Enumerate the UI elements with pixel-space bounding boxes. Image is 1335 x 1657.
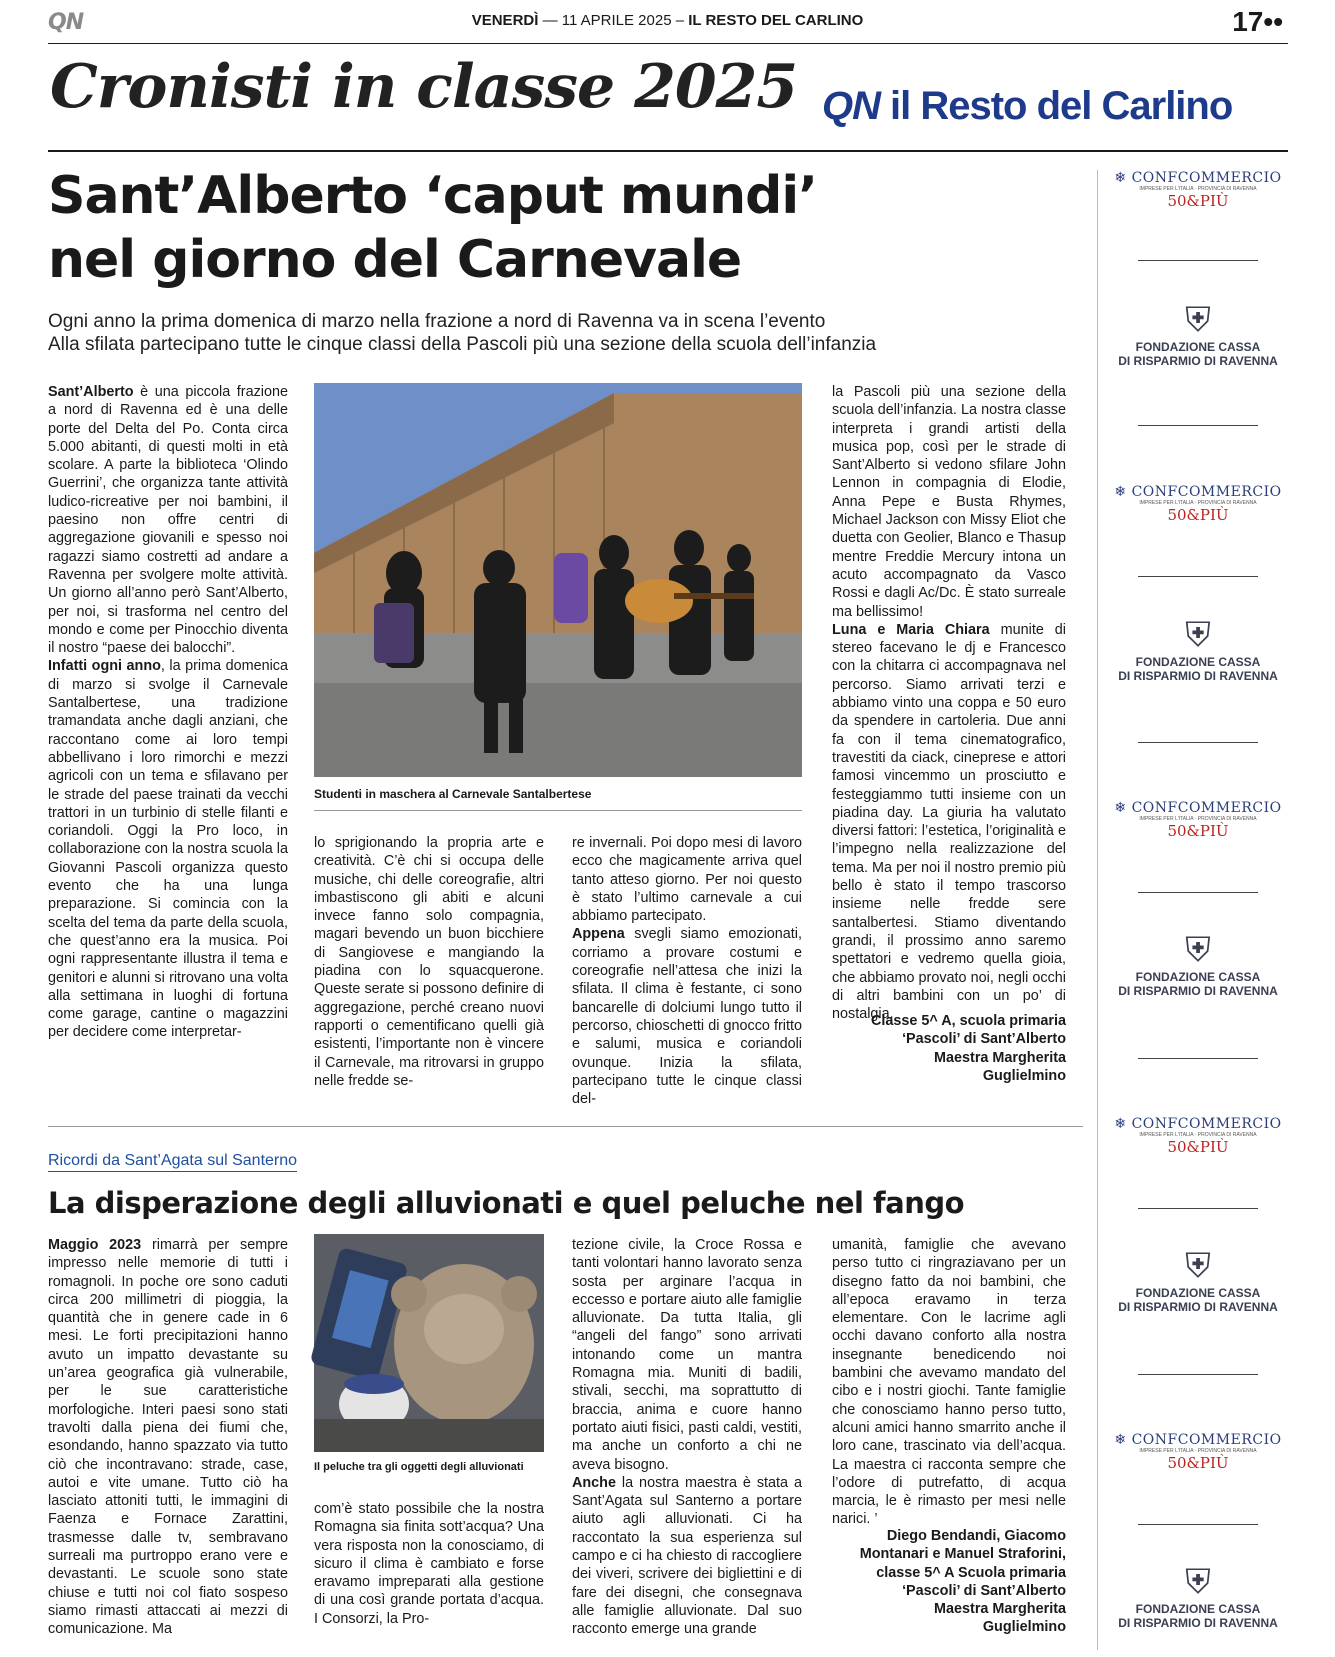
dateline: VENERDÌ — 11 APRILE 2025 – IL RESTO DEL CARLINO [471, 12, 864, 29]
brand-name: il Resto del Carlino [890, 84, 1233, 128]
article2-signature: Diego Bendandi, Giacomo Montanari e Manuel Straforini, classe 5^ A Scuola primaria ‘Pascoli’ di Sant’Alberto Maestra Margherita Guglielmino [859, 1528, 1066, 1636]
sidebar-divider [1097, 170, 1098, 1650]
page-number: 17•• [1232, 6, 1283, 37]
confcommercio-emblem-icon: ❄ [1114, 800, 1127, 816]
fondazione-ad: ⛨ FONDAZIONE CASSA DI RISPARMIO DI RAVENNA [1110, 615, 1286, 683]
top-rule [48, 43, 1288, 44]
ad-separator [1138, 1058, 1258, 1059]
peluche-photo-caption: Il peluche tra gli oggetti degli alluvionati [314, 1461, 524, 1473]
confcommercio-emblem-icon: ❄ [1114, 1432, 1127, 1448]
brand-qn-logo: QN [822, 84, 880, 128]
fondazione-ad: ⛨ FONDAZIONE CASSA DI RISPARMIO DI RAVENNA [1110, 1562, 1286, 1630]
carnival-photo [314, 383, 802, 777]
article1-signature: Classe 5^ A, scuola primaria ‘Pascoli’ di Sant’Alberto Maestra Margherita Guglielmino [870, 1013, 1066, 1084]
article2-headline: La disperazione degli alluvionati e quel peluche nel fango [48, 1186, 965, 1220]
article1-column-3: re invernali. Poi dopo mesi di lavoro ecco che magicamente arriva quel tanto atteso giorno. Per noi questo è stato l’ultimo carnevale a cui abbiamo partecipato. Appena svegli siamo emozionati, corriamo a provare costumi e coreografie nell’attesa che inizi la sfilata. Il clima è festante, ci sono bancarelle di dolciumi lungo tutto il percorso, chioschetti di gnocco fritto e salumi, musica e coriandoli ovunque. Inizia la sfilata, partecipano tutte le cinque classi del- [572, 835, 802, 1108]
article1-headline: Sant’Alberto ‘caput mundi’ nel giorno del Carnevale [48, 166, 817, 290]
ad-separator [1138, 742, 1258, 743]
fondazione-crest-icon: ⛨ [1185, 616, 1211, 654]
qn-mini-logo: QN [48, 10, 84, 35]
banner-title: Cronisti in classe 2025 [50, 52, 798, 122]
confcommercio-ad: ❄ CONFCOMMERCIO IMPRESE PER L'ITALIA · PROVINCIA DI RAVENNA 50&PIÙ [1114, 1432, 1282, 1472]
article2-column-2: com’è stato possibile che la nostra Romagna sia finita sott’acqua? Una vera risposta non la conosciamo, di sicuro il clima è cambiato e forse eravamo impreparati alla gestione di una così grande portata d’acqua. I Consorzi, la Pro- [314, 1501, 544, 1627]
confcommercio-emblem-icon: ❄ [1114, 484, 1127, 500]
dateline-date: 11 APRILE 2025 [561, 12, 672, 29]
fondazione-crest-icon: ⛨ [1185, 1563, 1211, 1601]
article1-column-1: Sant’Alberto è una piccola frazione a nord di Ravenna ed è una delle porte del Delta del Po. Conta circa 5.000 abitanti, di questi molti in età scolare. A parte la biblioteca ‘Olindo Guerrini’, che organizza tante attività ludico-ricreative per noi bambini, il paesino non offre centri di aggregazione giovanili e spesso noi ragazzi siamo costretti ad andare a Ravenna per svolgere molte attività. Un giorno all’anno però Sant’Alberto, per noi, si trasforma nel centro del mondo e come per Pinocchio diventa il nostro “paese dei balocchi”. Infatti ogni anno, la prima domenica di marzo si svolge il Carnevale Santalbertese, una tradizione tramandata anche dagli anziani, che raccontano come ai loro tempi abbellivano i loro rimorchi e mezzi agricoli con un tema e sfilavano per le strade del paese trainati da vecchi trattori in un turbinio di stelle filanti e coriandoli. Oggi la Pro loco, in collaborazione con la nostra scuola la Giovanni Pascoli organizza questo evento che ha una lunga preparazione. Si comincia con la scelta del tema da parte della scuola, che quest’anno era la musica. Poi ogni rappresentante illustra il tema e genitori e alunni si ritrovano una volta alla settimana in luoghi di fortuna come garage, cantine o magazzini per decidere come interpretar- [48, 384, 288, 1041]
banner-rule [48, 150, 1288, 152]
article1-subhead: Ogni anno la prima domenica di marzo nella frazione a nord di Ravenna va in scena l’evento Alla sfilata partecipano tutte le cinque classi della Pascoli più una sezione della scuola dell’infanzia [48, 311, 877, 355]
article2-column-1: Maggio 2023 rimarrà per sempre impresso nelle memorie di tutti i romagnoli. In poche ore sono caduti circa 200 millimetri di pioggia, la quantità che in genere cade in 6 mesi. Le forti precipitazioni hanno avuto un impatto devastante su un’area geografica già vulnerabile, per le sue caratteristiche morfologiche. Interi paesi sono stati travolti dalla piena dei fiumi che, esondando, hanno spazzato via tutto ciò che incontravano: strade, case, autoi e vite umane. Tutto ciò ha lasciato attoniti tutti, le immagini di Faenza e Fornace Zarattini, trasmesse dalle tv, sembravano surreali ma purtroppo erano vere e devastanti. Le scuole sono state chiuse e tutti noi col fiato sospeso siamo rimasti attaccati ai mezzi di comunicazione. Ma [48, 1237, 288, 1638]
confcommercio-ad: ❄ CONFCOMMERCIO IMPRESE PER L'ITALIA · PROVINCIA DI RAVENNA 50&PIÙ [1114, 800, 1282, 840]
fondazione-crest-icon: ⛨ [1185, 301, 1211, 339]
fondazione-crest-icon: ⛨ [1185, 931, 1211, 969]
ad-separator [1138, 425, 1258, 426]
fondazione-ad: ⛨ FONDAZIONE CASSA DI RISPARMIO DI RAVENNA [1110, 300, 1286, 368]
confcommercio-ad: ❄ CONFCOMMERCIO IMPRESE PER L'ITALIA · PROVINCIA DI RAVENNA 50&PIÙ [1114, 170, 1282, 210]
article1-column-4: la Pascoli più una sezione della scuola dell’infanzia. La nostra classe interpreta i grandi artisti della musica pop, così per le strade di Sant’Alberto si vedono sfilare John Lennon in compagnia di Elodie, Anna Pepe e Busta Rhymes, Michael Jackson con Missy Eliot che duetta con Geolier, Blanco e Thasup mentre Freddie Mercury intona un acuto accompagnato da Vasco Rossi e dagli Ac/Dc. È stato surreale ma bellissimo! Luna e Maria Chiara munite di stereo facevano le dj e Francesco con la chitarra ci accompagnava nel percorso. Siamo arrivati terzi e abbiamo vinto una coppa e 50 euro da spendere in cartoleria. Due anni fa con il tema cinematografico, travestiti da ciack, cineprese e attori famosi vincemmo un prosciutto e festeggiammo tutti insieme con un piadina day. La giuria ha valutato diversi fattori: l’estetica, l’originalità e l’impegno nella realizzazione del tema. Ma per noi il nostro premio più bello è stato il tempo trascorso insieme nelle fredde sere santalbertesi. Stiamo diventando grandi, il prossimo anno saremo spettatori e vedremo quella gioia, che abbiamo provato noi, negli occhi di altri bambini con un po’ di nostalgia. [832, 384, 1066, 1023]
confcommercio-emblem-icon: ❄ [1114, 1116, 1127, 1132]
confcommercio-emblem-icon: ❄ [1114, 170, 1127, 186]
dateline-day: VENERDÌ [471, 12, 539, 29]
ad-separator [1138, 1208, 1258, 1209]
confcommercio-ad: ❄ CONFCOMMERCIO IMPRESE PER L'ITALIA · PROVINCIA DI RAVENNA 50&PIÙ [1114, 484, 1282, 524]
article-separator [48, 1126, 1083, 1127]
peluche-photo-illustration [314, 1234, 544, 1452]
dateline-paper: IL RESTO DEL CARLINO [688, 12, 864, 29]
ad-separator [1138, 576, 1258, 577]
ad-separator [1138, 1374, 1258, 1375]
article2-column-3: tezione civile, la Croce Rossa e tanti volontari hanno lavorato senza sosta per arginare l’acqua in eccesso e portare aiuto alle famiglie alluvionate. Da tutta Italia, gli “angeli del fango” sono arrivati intonando come un mantra Romagna mia. Muniti di badili, stivali, secchi, ma soprattutto di braccia, anima e cuore hanno portato aiuti fisici, pasti caldi, vestiti, ma anche un conforto a chi ne aveva bisogno. Anche la nostra maestra è stata a Sant’Agata sul Santerno a portare aiuto agli alluvionati. Ci ha raccontato la sua esperienza sul campo e ci ha chiesto di raccogliere dei viveri, scrivere dei bigliettini e di fare dei disegni, che consegnava alle famiglie alluvionate. Dal suo racconto emerge una grande [572, 1237, 802, 1638]
peluche-photo [314, 1234, 544, 1452]
article2-column-4: umanità, famiglie che avevano perso tutto ci ringraziavano per un disegno fatto da noi bambini, che all’epoca eravamo in terza elementare. Con le lacrime agli occhi davano conforto alla nostra insegnante benedicendo noi bambini che avevamo mandato del cibo e i nostri giochi. Tante famiglie che conosciamo hanno perso tutto, alcuni amici hanno smarrito anche il loro cane, trascinato via dell’acqua. La maestra ci racconta sempre che l’odore di putrefatto, di acqua marcia, le è rimasto per mesi nelle narici. ’ [832, 1237, 1066, 1528]
fondazione-ad: ⛨ FONDAZIONE CASSA DI RISPARMIO DI RAVENNA [1110, 1246, 1286, 1314]
ad-separator [1138, 260, 1258, 261]
caption-rule [314, 810, 802, 811]
fondazione-ad: ⛨ FONDAZIONE CASSA DI RISPARMIO DI RAVENNA [1110, 930, 1286, 998]
article2-kicker: Ricordi da Sant’Agata sul Santerno [48, 1152, 297, 1172]
ad-separator [1138, 1524, 1258, 1525]
brand-logo [822, 84, 1232, 129]
confcommercio-ad: ❄ CONFCOMMERCIO IMPRESE PER L'ITALIA · PROVINCIA DI RAVENNA 50&PIÙ [1114, 1116, 1282, 1156]
ad-separator [1138, 892, 1258, 893]
fondazione-crest-icon: ⛨ [1185, 1247, 1211, 1285]
article1-column-2: lo sprigionando la propria arte e creatività. C’è chi si occupa delle musiche, chi delle coreografie, altri imbastiscono gli abiti e alcuni invece fanno solo compagnia, magari bevendo un buon bicchiere di Sangiovese e mangiando la piadina con lo squacquerone. Queste serate si possono definire di aggregazione, perché creano nuovi rapporti o cementificano quelli già esistenti, l’importante non è vincere il Carnevale, ma ritrovarsi in gruppo nelle fredde se- [314, 835, 544, 1089]
carnival-photo-illustration [314, 383, 802, 777]
carnival-photo-caption: Studenti in maschera al Carnevale Santalbertese [314, 787, 592, 801]
